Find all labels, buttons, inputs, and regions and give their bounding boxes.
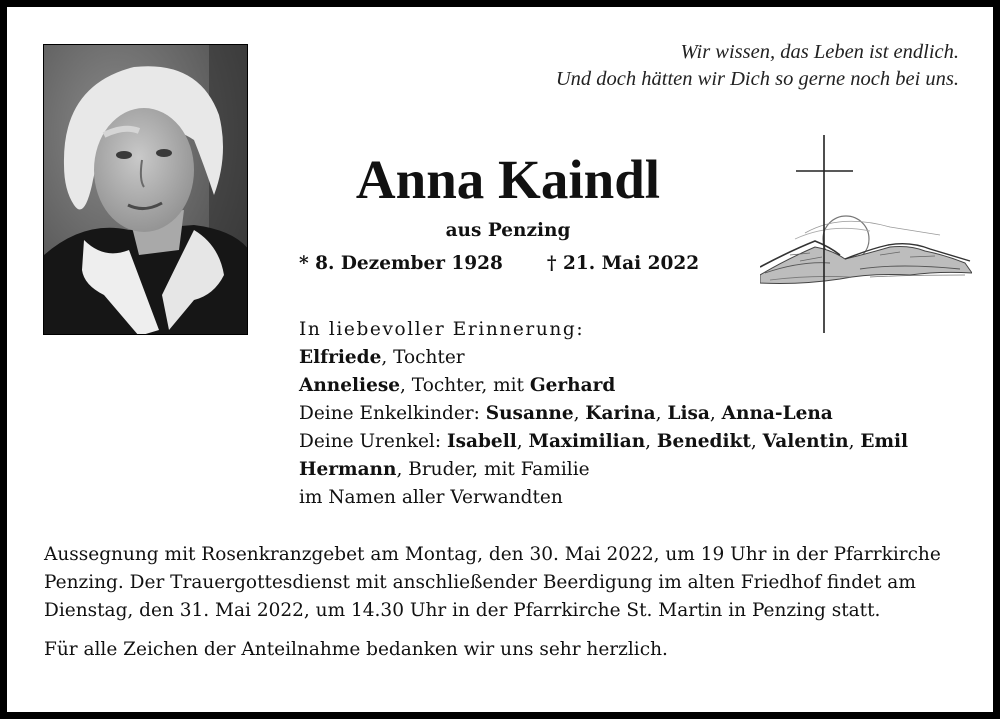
mourner-line-relatives: im Namen aller Verwandten: [299, 487, 563, 508]
quote-line-2: Und doch hätten wir Dich so gerne noch bei uns.: [555, 68, 959, 90]
great-grandchildren-label: Deine Urenkel:: [299, 431, 447, 452]
mourners-intro: In liebevoller Erinnerung:: [299, 319, 585, 340]
mourner-line-grandchildren: Deine Enkelkinder: Susanne, Karina, Lisa, Anna-Lena: [299, 403, 833, 424]
mourner-name: Elfriede: [299, 347, 382, 368]
service-details: Aussegnung mit Rosenkranzgebet am Montag, den 30. Mai 2022, um 19 Uhr in der Pfarrkirche Penzing. Der Trauergottesdienst mit anschließender Beerdigung im alten Friedhof findet am Dienstag, den 31. Mai 2022, um 14.30 Uhr in der Pfarrkirche St. Martin in Penzing statt.: [44, 544, 941, 621]
portrait-photo: [43, 44, 248, 335]
mourner-name: Benedikt: [656, 431, 751, 452]
mourner-relation: , Tochter: [381, 347, 465, 368]
quote: [556, 39, 959, 93]
mourner-line-elfriede: [299, 344, 908, 372]
funeral-notice: [44, 541, 976, 664]
mourner-name: Susanne: [485, 403, 574, 424]
birth-date: * 8. Dezember 1928: [299, 253, 503, 274]
portrait-illustration: [44, 45, 248, 335]
death-date: † 21. Mai 2022: [546, 253, 700, 274]
mourner-name: Gerhard: [529, 375, 616, 396]
mourner-name: Valentin: [762, 431, 849, 452]
mourner-name: Maximilian: [528, 431, 646, 452]
quote-line-1: Wir wissen, das Leben ist endlich.: [680, 41, 959, 63]
emblem-drawing: [760, 135, 972, 333]
mourner-name: Anneliese: [299, 375, 401, 396]
mourner-relation: , Tochter, mit: [400, 375, 530, 396]
thanks-text: Für alle Zeichen der Anteilnahme bedanken wir uns sehr herzlich.: [44, 639, 668, 660]
mourner-name: Hermann: [299, 459, 397, 480]
deceased-origin: aus Penzing: [445, 220, 571, 241]
mourner-name: Emil: [860, 431, 909, 452]
cross-mountains-sun-icon: [760, 135, 972, 333]
mourner-name: Anna-Lena: [721, 403, 833, 424]
life-dates: [299, 253, 699, 274]
mourners-list: [299, 316, 908, 512]
mourner-line-hermann: [299, 456, 908, 484]
deceased-name: Anna Kaindl: [355, 149, 661, 210]
mourner-name: Isabell: [446, 431, 517, 452]
mourner-line-great-grandchildren: Deine Urenkel: Isabell, Maximilian, Benedikt, Valentin, Emil: [299, 431, 909, 452]
mourner-relation: , Bruder, mit Familie: [396, 459, 590, 480]
grandchildren-label: Deine Enkelkinder:: [299, 403, 486, 424]
mourner-line-anneliese: [299, 372, 908, 400]
mourner-name: Lisa: [667, 403, 710, 424]
mourner-name: Karina: [585, 403, 656, 424]
